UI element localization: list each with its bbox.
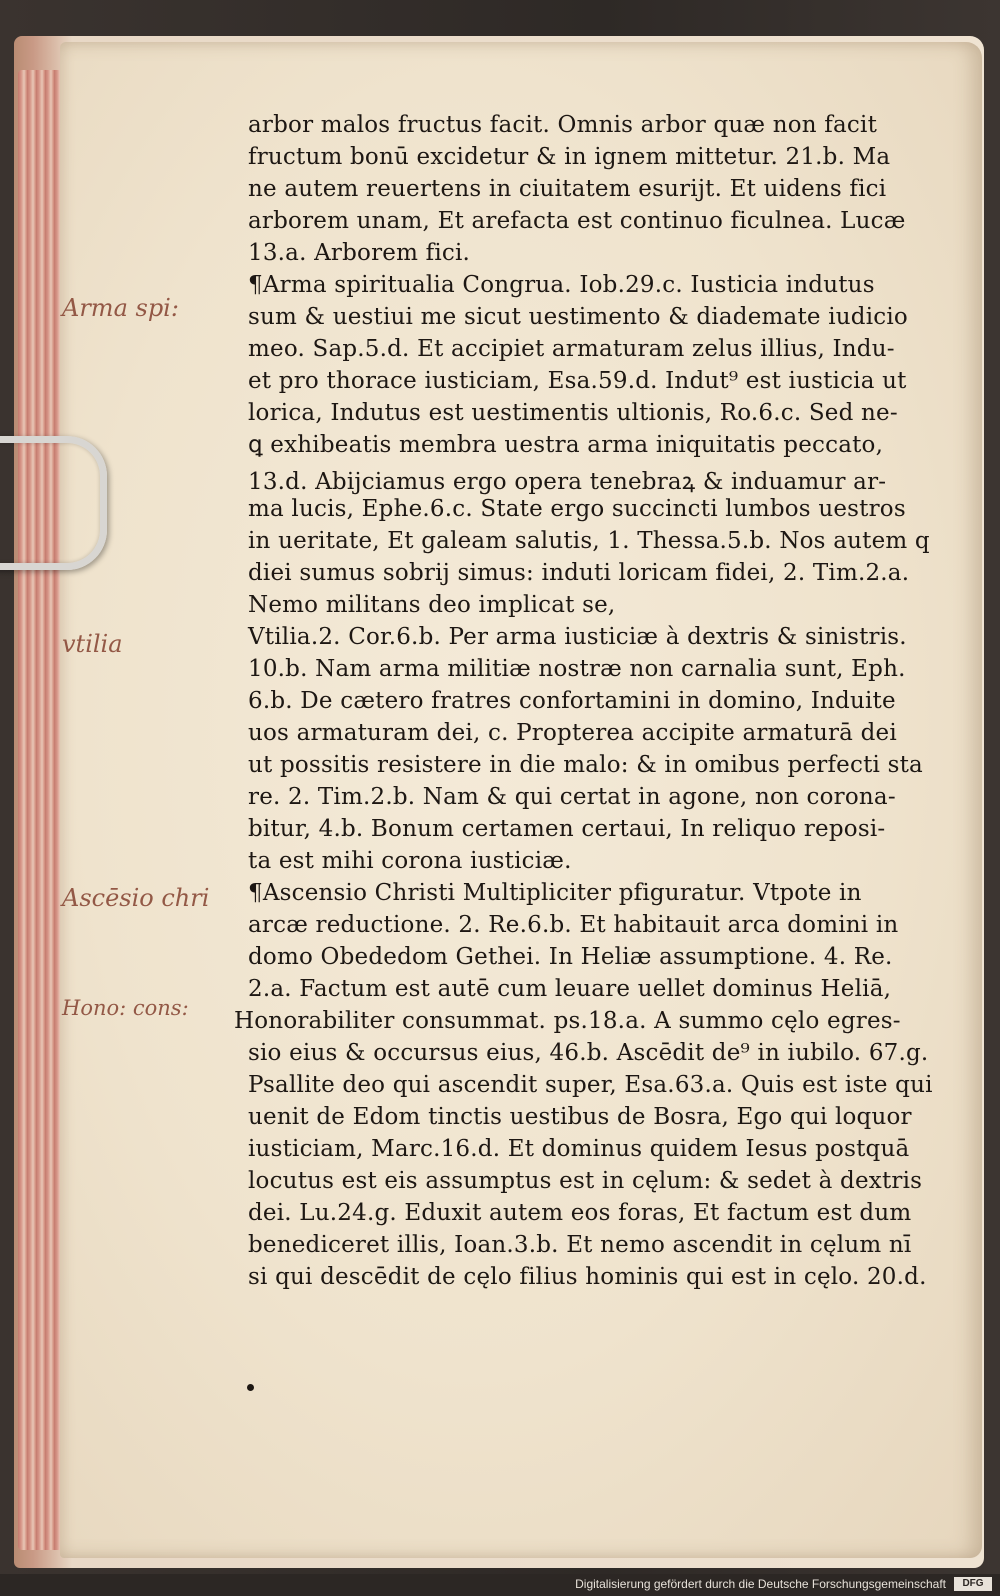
text-line: si qui descēdit de cęlo filius hominis qui est in cęlo. 20.d.	[248, 1264, 927, 1290]
text-line: arbor malos fructus facit. Omnis arbor quæ non facit	[248, 112, 878, 138]
text-line: fructum bonū excidetur & in ignem mittetur. 21.b. Ma	[248, 144, 891, 170]
text-line: domo Obededom Gethei. In Heliæ assumptione. 4. Re.	[248, 944, 893, 970]
text-line: bitur, 4.b. Bonum certamen certaui, In reliquo reposi-	[248, 816, 886, 842]
marginal-note: vtilia	[62, 630, 123, 658]
text-line: ꝗ exhibeatis membra uestra arma iniquitatis peccato,	[248, 432, 884, 458]
marginal-note: Ascēsio chri	[62, 884, 210, 912]
text-line: 6.b. De cætero fratres confortamini in domino, Induite	[248, 688, 896, 714]
text-line: ma lucis, Ephe.6.c. State ergo succincti lumbos uestros	[248, 496, 906, 522]
text-line: ¶Ascensio Christi Multipliciter pfiguratur. Vtpote in	[248, 880, 862, 906]
text-line: 2.a. Factum est autē cum leuare uellet dominus Heliā,	[248, 976, 892, 1002]
text-line: re. 2. Tim.2.b. Nam & qui certat in agone, non corona-	[248, 784, 896, 810]
text-line: ut possitis resistere in die malo: & in omibus perfecti sta	[248, 752, 923, 778]
text-line: 13.a. Arborem fici.	[248, 240, 471, 266]
dfg-logo: DFG	[954, 1577, 992, 1591]
red-page-edges	[18, 70, 62, 1550]
text-line: in ueritate, Et galeam salutis, 1. Thessa.5.b. Nos autem q	[248, 528, 930, 554]
text-line: locutus est eis assumptus est in cęlum: & sedet à dextris	[248, 1168, 923, 1194]
text-line: diei sumus sobrij simus: induti loricam fidei, 2. Tim.2.a.	[248, 560, 910, 586]
text-line: arcæ reductione. 2. Re.6.b. Et habitauit arca domini in	[248, 912, 899, 938]
text-line: sio eius & occursus eius, 46.b. Ascēdit de⁹ in iubilo. 67.g.	[248, 1040, 929, 1066]
text-line: benediceret illis, Ioan.3.b. Et nemo ascendit in cęlum nī	[248, 1232, 912, 1258]
text-line: Nemo militans deo implicat se,	[248, 592, 616, 618]
text-line: ne autem reuertens in ciuitatem esurijt. Et uidens fici	[248, 176, 887, 202]
text-line: meo. Sap.5.d. Et accipiet armaturam zelus illius, Indu-	[248, 336, 895, 362]
text-line: Vtilia.2. Cor.6.b. Per arma iusticiæ à dextris & sinistris.	[248, 624, 907, 650]
marginal-note: Hono: cons:	[62, 996, 189, 1020]
text-line: et pro thorace iusticiam, Esa.59.d. Indut⁹ est iusticia ut	[248, 368, 907, 394]
text-line: arborem unam, Et arefacta est continuo ficulnea. Lucæ	[248, 208, 906, 234]
marginal-note: Arma spi:	[62, 294, 179, 322]
text-line: sum & uestiui me sicut uestimento & diademate iudicio	[248, 304, 908, 330]
text-line: ¶Arma spiritualia Congrua. Iob.29.c. Iusticia indutus	[248, 272, 875, 298]
text-line: iusticiam, Marc.16.d. Et dominus quidem Iesus postquā	[248, 1136, 910, 1162]
text-line: uenit de Edom tinctis uestibus de Bosra, Ego qui loquor	[248, 1104, 912, 1130]
text-line: lorica, Indutus est uestimentis ultionis, Ro.6.c. Sed ne-	[248, 400, 898, 426]
text-line: 13.d. Abijciamus ergo opera tenebraꝝ & induamur ar-	[248, 469, 887, 495]
text-line: dei. Lu.24.g. Eduxit autem eos foras, Et factum est dum	[248, 1200, 912, 1226]
page-clip	[0, 436, 107, 570]
text-line: Honorabiliter consummat. ps.18.a. A summo cęlo egres-	[234, 1008, 901, 1034]
ink-dot	[247, 1384, 254, 1391]
text-line: 10.b. Nam arma militiæ nostræ non carnalia sunt, Eph.	[248, 656, 906, 682]
text-line: Psallite deo qui ascendit super, Esa.63.a. Quis est iste qui	[248, 1072, 933, 1098]
footer-credit: Digitalisierung gefördert durch die Deutsche Forschungsgemeinschaft	[575, 1577, 946, 1591]
text-line: uos armaturam dei, c. Propterea accipite armaturā dei	[248, 720, 897, 746]
text-line: ta est mihi corona iusticiæ.	[248, 848, 572, 874]
